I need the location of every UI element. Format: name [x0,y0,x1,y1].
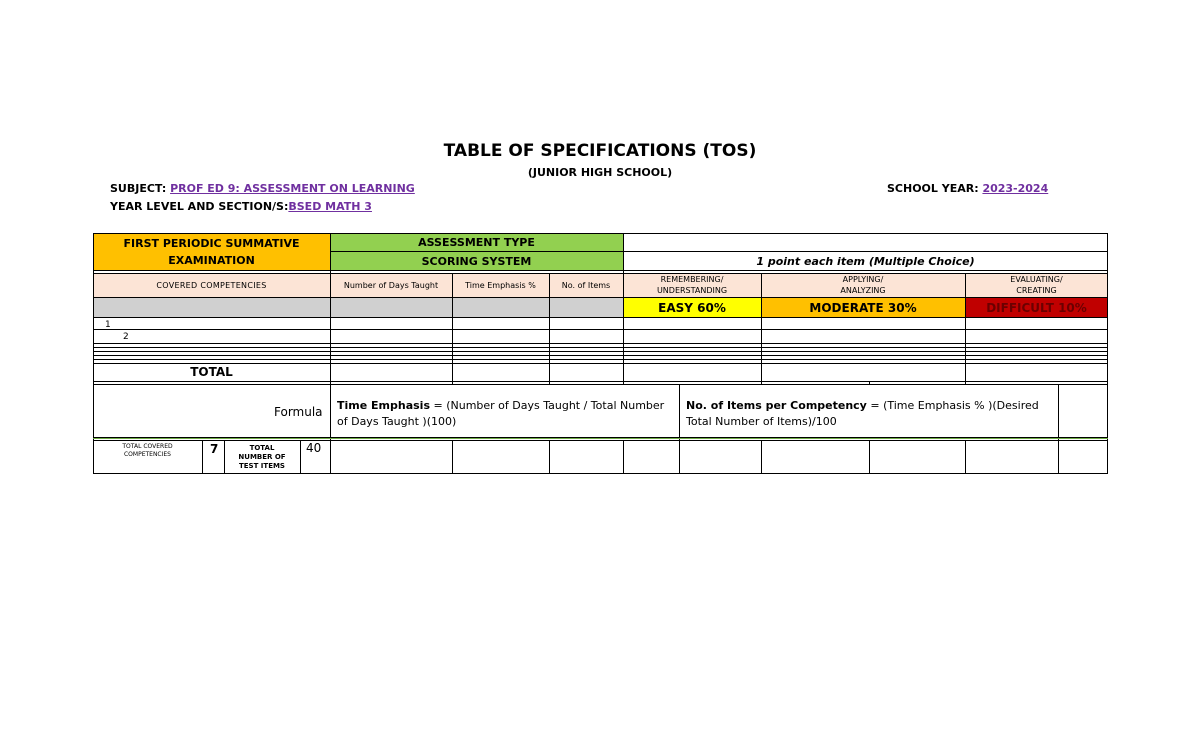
formula-label: Formula [274,405,323,419]
level-moderate: MODERATE 30% [809,300,917,315]
subject-label: SUBJECT: [110,182,171,195]
subject-value[interactable]: PROF ED 9: ASSESSMENT ON LEARNING [170,182,415,195]
assessment-type-label: ASSESSMENT TYPE [418,235,535,249]
level-difficult: DIFFICULT 10% [986,300,1087,315]
scoring-system-label: SCORING SYSTEM [421,254,532,268]
exam-title: FIRST PERIODIC SUMMATIVE EXAMINATION [123,236,300,267]
formula-items-term: No. of Items per Competency [686,399,867,412]
col-remembering: REMEMBERING/ UNDERSTANDING [656,275,728,295]
formula-time-emphasis [337,398,672,430]
total-label: TOTAL [190,365,233,379]
school-year-label: SCHOOL YEAR: [887,182,983,195]
row-number-2: 2 [123,332,129,342]
col-num-items: No. of Items [561,280,611,290]
total-competencies-value: 7 [210,442,219,456]
document-title: TABLE OF SPECIFICATIONS (TOS) [443,141,757,161]
total-competencies-label: TOTAL COVERED COMPETENCIES [122,443,173,458]
row-number-1: 1 [105,320,111,330]
scoring-value: 1 point each item (Multiple Choice) [756,254,975,268]
total-items-label: TOTAL NUMBER OF TEST ITEMS [238,443,286,470]
col-applying: APPLYING/ ANALYZING [840,275,886,295]
col-time-emphasis: Time Emphasis % [465,280,536,290]
formula-items-text: = (Time Emphasis % )(Desired Total Number of Items)/100 [686,399,1039,428]
formula-time-emphasis-text: = (Number of Days Taught / Total Number of Days Taught )(100) [337,399,665,428]
document-subtitle: (JUNIOR HIGH SCHOOL) [527,166,673,179]
school-year-value[interactable]: 2023-2024 [982,182,1049,195]
col-covered-competencies: COVERED COMPETENCIES [156,280,267,290]
year-level-value[interactable]: BSED MATH 3 [288,200,372,213]
formula-items-per-competency [686,398,1051,430]
level-easy: EASY 60% [658,300,726,315]
col-evaluating: EVALUATING/ CREATING [1010,275,1063,295]
total-items-value: 40 [306,441,322,455]
col-days-taught: Number of Days Taught [343,280,439,290]
year-level-label: YEAR LEVEL AND SECTION/S: [110,200,289,213]
formula-time-emphasis-term: Time Emphasis [337,399,430,412]
